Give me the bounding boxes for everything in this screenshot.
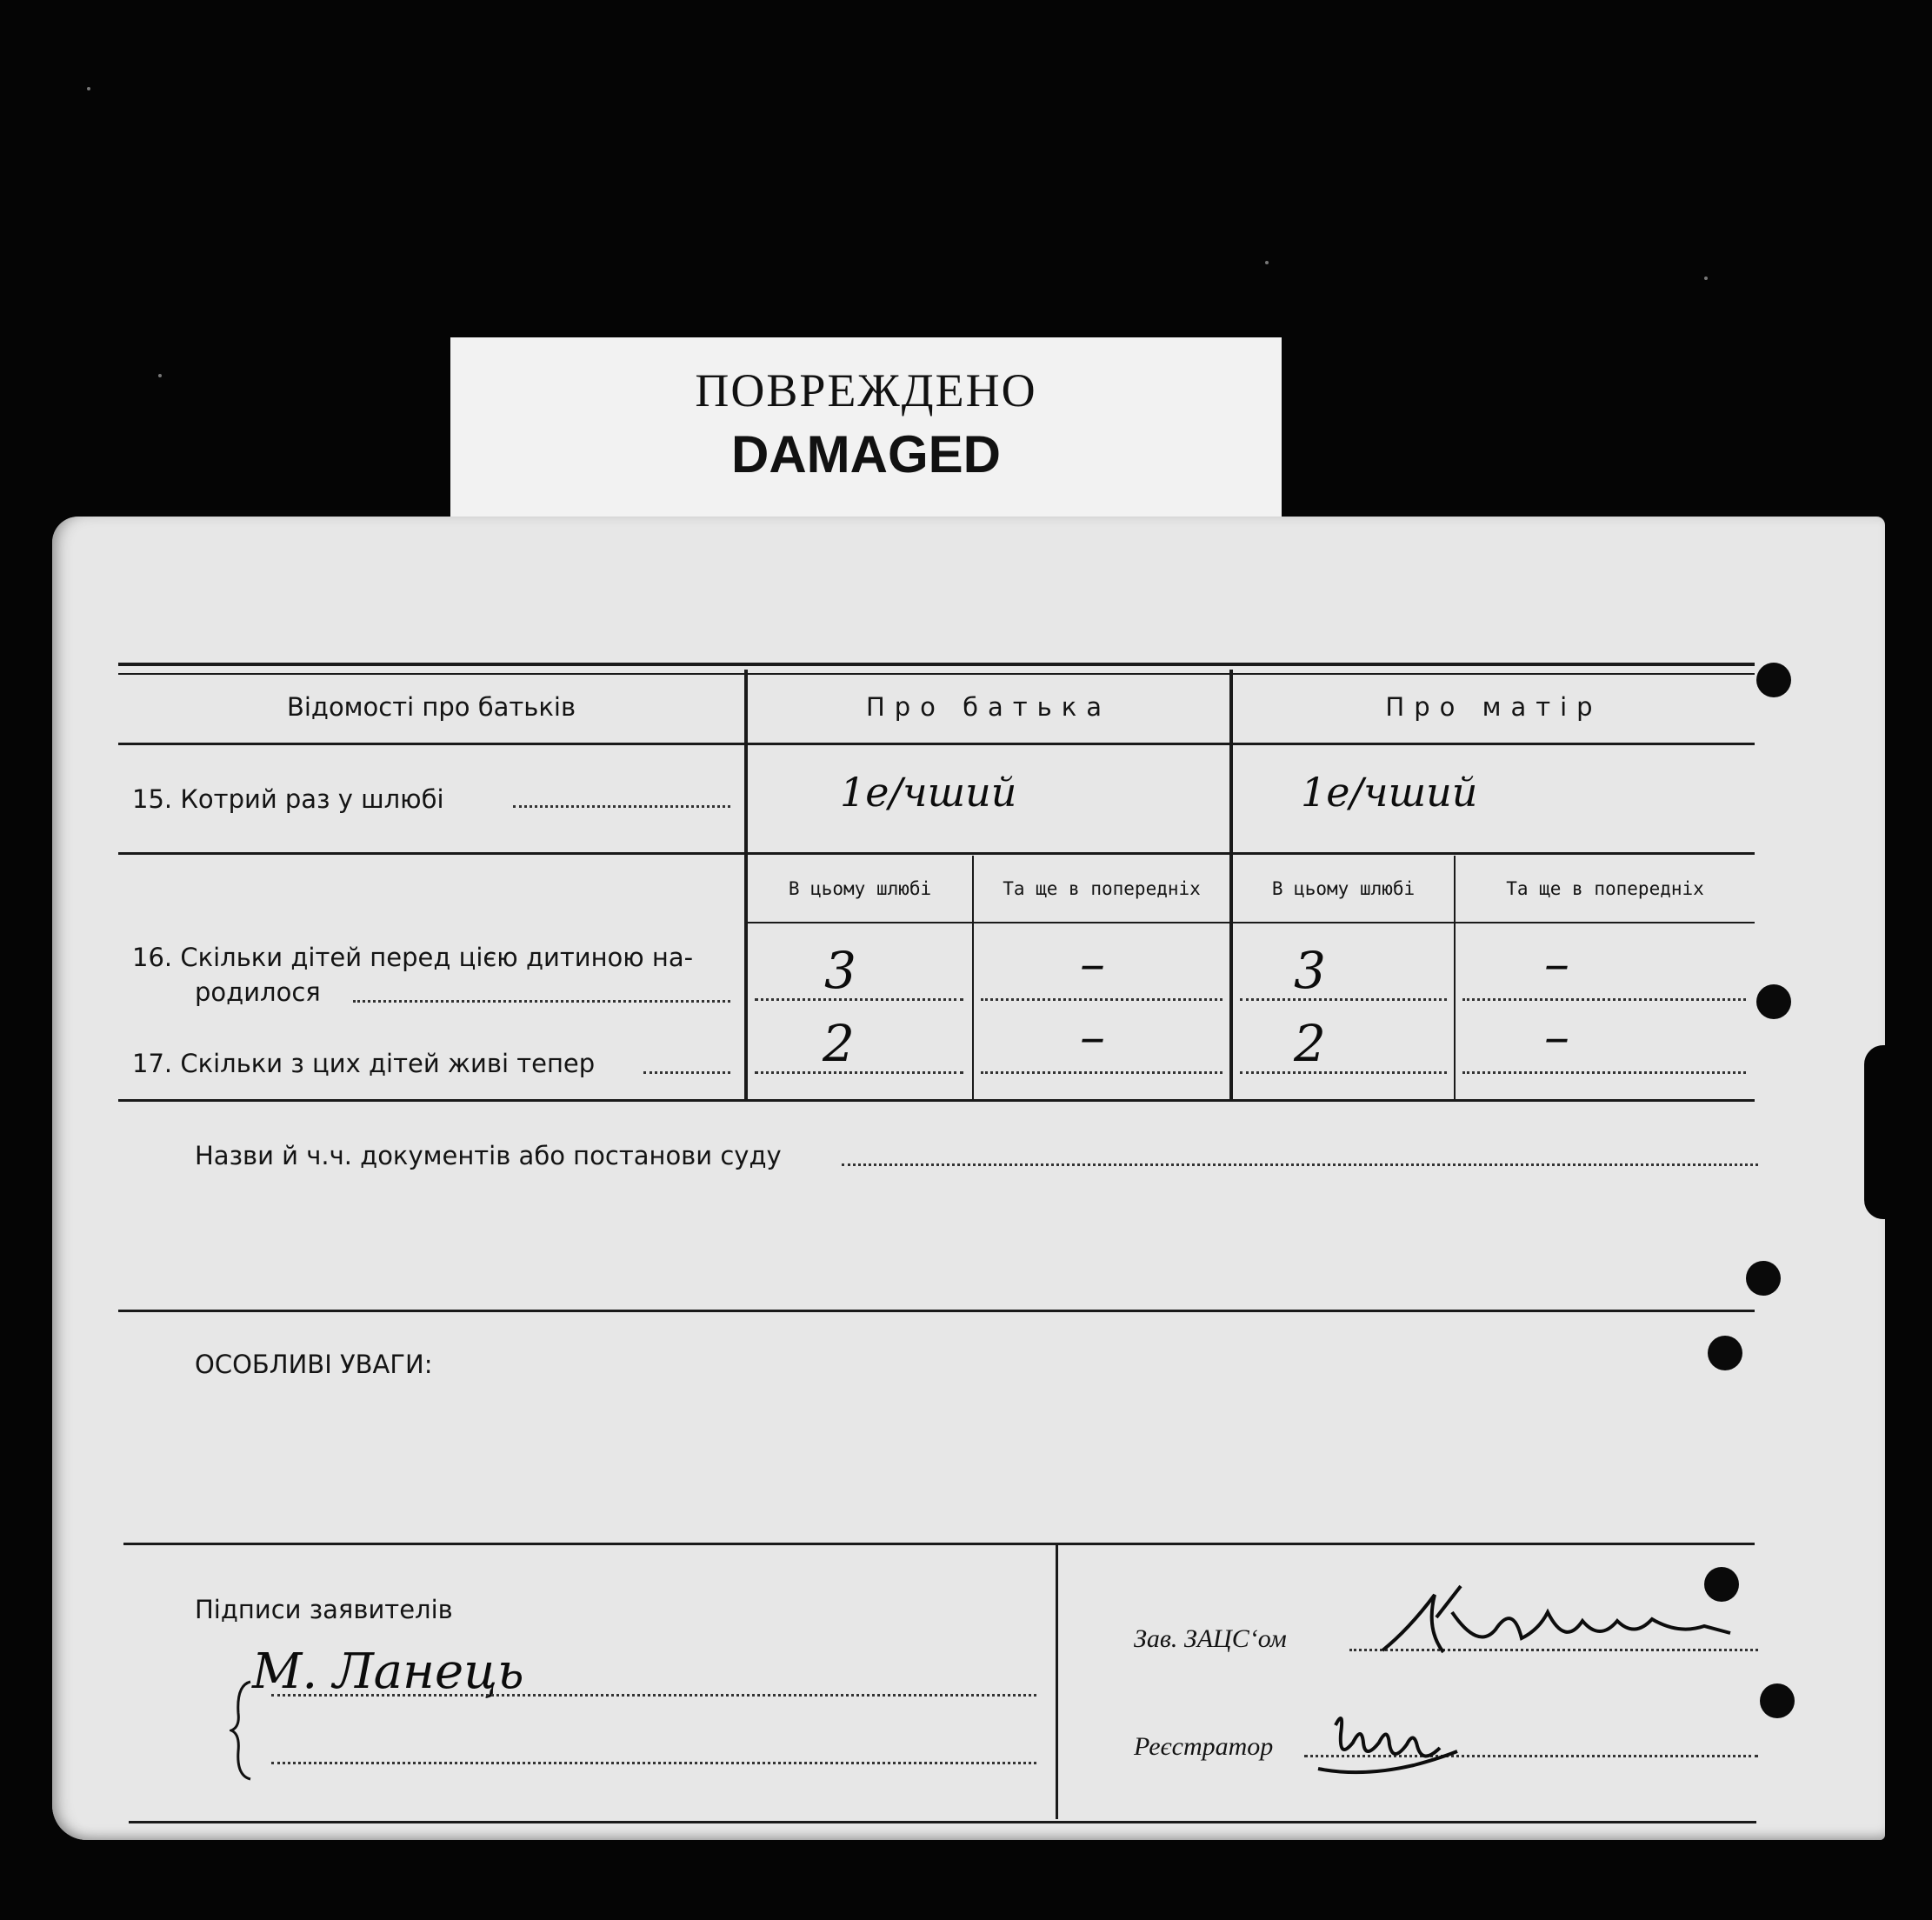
- row16-mother-this-value: 3: [1294, 941, 1326, 1000]
- row15-label: 15. Котрий раз у шлюбі: [132, 784, 444, 814]
- head-of-registry-label: Зав. ЗАЦС‘ом: [1134, 1624, 1287, 1653]
- row17-mother-prev-line: [1462, 1071, 1746, 1074]
- damaged-label: [450, 337, 1282, 530]
- applicants-signatures-label: Підписи заявителів: [195, 1595, 453, 1624]
- documents-line: [842, 1163, 1758, 1166]
- dust-speck: [87, 87, 90, 90]
- dust-speck: [1265, 261, 1269, 264]
- record-card: [52, 517, 1885, 1840]
- header-father: Про батька: [865, 692, 1112, 722]
- row16-father-prev-line: [981, 998, 1222, 1001]
- row16-father-prev-value: –: [1080, 934, 1105, 993]
- remarks-rule: [123, 1543, 1755, 1545]
- row17-label: 17. Скільки з цих дітей живі тепер: [132, 1049, 596, 1078]
- row16-father-this-line: [755, 998, 963, 1001]
- subheader-father-prev: Та ще в попередніх: [1003, 878, 1201, 899]
- remarks-label: ОСОБЛИВІ УВАГИ:: [195, 1350, 433, 1379]
- damaged-label-ru: ПОВРЕЖДЕНО: [695, 364, 1037, 417]
- signature-divider: [1056, 1544, 1058, 1819]
- row16-mother-prev-line: [1462, 998, 1746, 1001]
- row15-rule: [118, 852, 1755, 855]
- applicant-signature-line-1: [271, 1694, 1036, 1697]
- subheader-rule: [748, 922, 1755, 923]
- applicant-signature: М. Ланець: [252, 1643, 524, 1700]
- table-top-rule-thin: [118, 673, 1755, 675]
- binder-hole: [1756, 984, 1791, 1019]
- registrar-label: Реєстратор: [1134, 1732, 1274, 1761]
- subheader-mother-this: В цьому шлюбі: [1271, 878, 1416, 899]
- row16-dots: [353, 1000, 730, 1003]
- table-top-rule: [118, 663, 1755, 666]
- row17-father-this-value: 2: [823, 1014, 855, 1073]
- row16-label-line1: 16. Скільки дітей перед цією дитиною на-: [132, 943, 694, 972]
- registrar-signature: [1309, 1673, 1492, 1786]
- binder-hole: [1708, 1336, 1742, 1370]
- card-bottom-rule: [129, 1821, 1756, 1823]
- header-mother: Про матір: [1385, 692, 1602, 722]
- table-bottom-rule: [118, 1099, 1755, 1102]
- documents-rule: [118, 1310, 1755, 1312]
- row15-dots: [513, 805, 730, 808]
- row16-mother-this-line: [1240, 998, 1447, 1001]
- row16-mother-prev-value: –: [1544, 934, 1569, 993]
- binder-hole: [1746, 1261, 1781, 1296]
- row17-father-this-line: [755, 1071, 963, 1074]
- head-signature: [1374, 1577, 1748, 1664]
- applicants-brace: [230, 1678, 254, 1783]
- header-parents-info: Відомості про батьків: [286, 692, 576, 722]
- row17-father-prev-line: [981, 1071, 1222, 1074]
- row17-mother-this-line: [1240, 1071, 1447, 1074]
- row17-mother-this-value: 2: [1294, 1014, 1326, 1073]
- subheader-father-this: В цьому шлюбі: [788, 878, 932, 899]
- row17-mother-prev-value: –: [1544, 1007, 1569, 1066]
- row16-label-line2: родилося: [195, 977, 321, 1007]
- edge-damage: [1864, 1045, 1890, 1219]
- row17-dots: [643, 1071, 730, 1074]
- row17-father-prev-value: –: [1080, 1007, 1105, 1066]
- row15-mother-value: 1е/чший: [1301, 769, 1478, 816]
- binder-hole: [1756, 663, 1791, 697]
- row15-father-value: 1е/чший: [840, 769, 1017, 816]
- dust-speck: [158, 374, 162, 377]
- dust-speck: [1704, 277, 1708, 280]
- binder-hole: [1760, 1683, 1795, 1718]
- row16-father-this-value: 3: [824, 941, 856, 1000]
- documents-label: Назви й ч.ч. документів або постанови суду: [195, 1141, 782, 1170]
- damaged-label-en: DAMAGED: [731, 425, 1001, 483]
- applicant-signature-line-2: [271, 1762, 1036, 1764]
- subheader-mother-prev: Та ще в попередніх: [1506, 878, 1704, 899]
- header-rule: [118, 743, 1755, 745]
